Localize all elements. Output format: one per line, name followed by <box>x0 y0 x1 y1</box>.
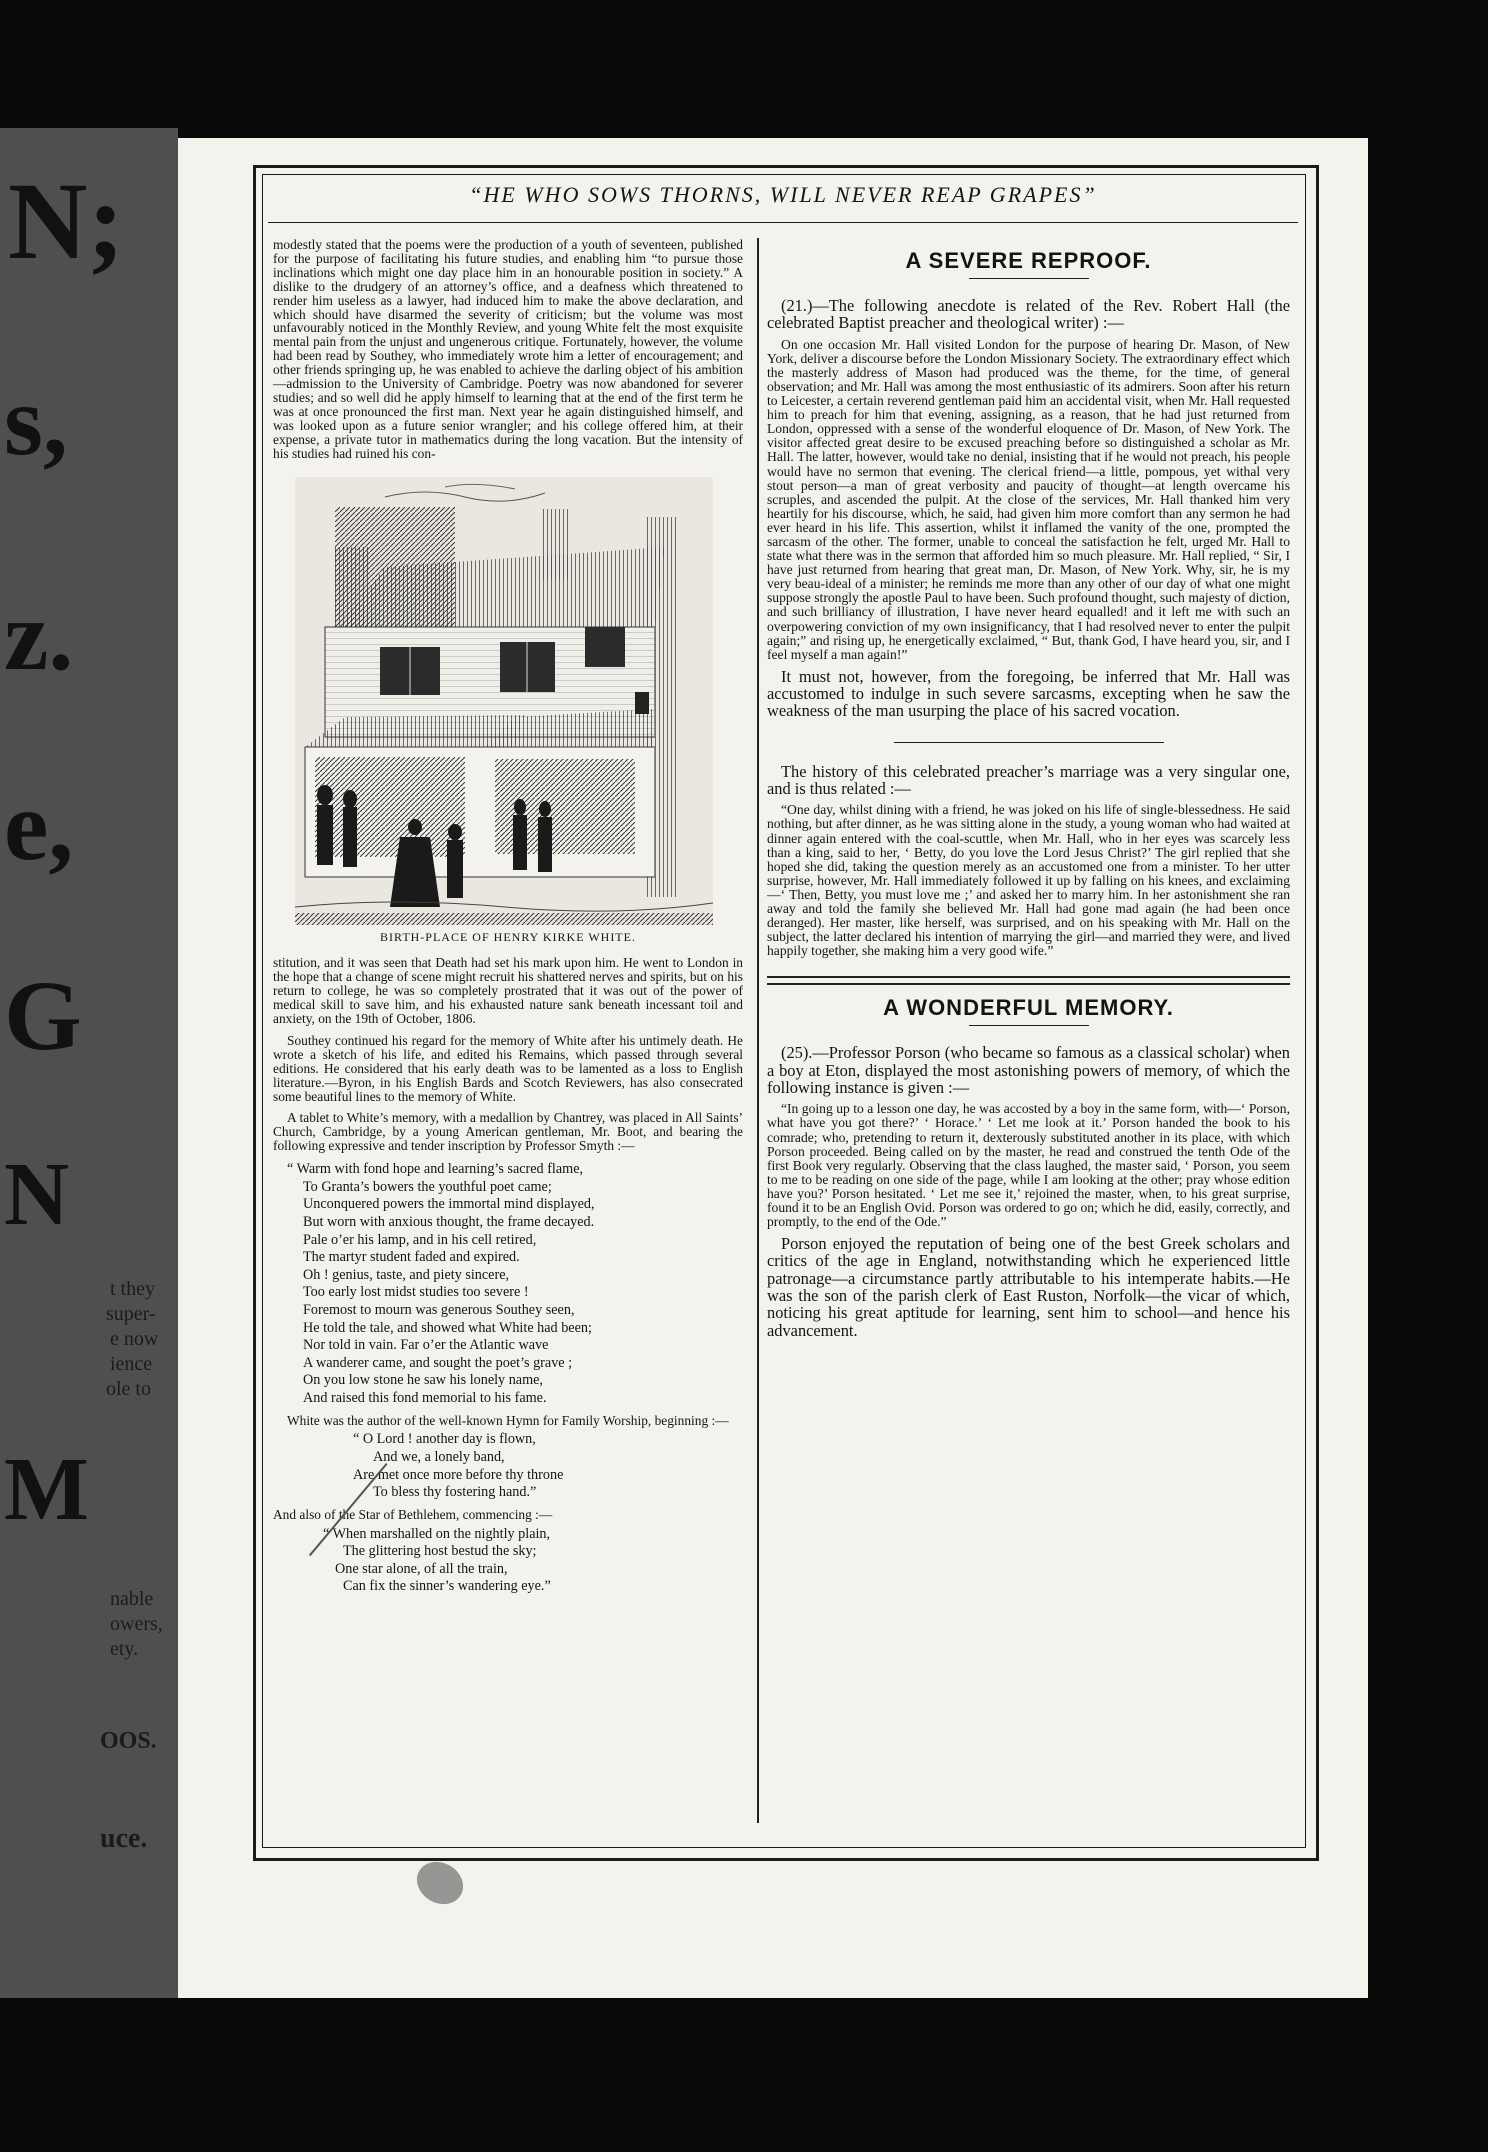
adjacent-page-fragment: ety. <box>110 1638 139 1660</box>
ink-smudge <box>409 1854 471 1913</box>
section-heading: A WONDERFUL MEMORY. <box>883 995 1174 1021</box>
adjacent-page-fragment: ience <box>110 1353 153 1375</box>
hymn-line: “ O Lord ! another day is flown, <box>353 1431 536 1448</box>
hymn-line: Are met once more before thy throne <box>353 1466 564 1483</box>
adjacent-page-fragment: owers, <box>110 1613 163 1635</box>
hymn-line: Can fix the sinner’s wandering eye.” <box>343 1578 551 1595</box>
inscription-poem <box>273 1161 743 1407</box>
adjacent-page-fragment: N; <box>8 160 125 282</box>
poem-line: The martyr student faded and expired. <box>303 1249 520 1266</box>
hymn-line: To bless thy fostering hand.” <box>373 1484 537 1501</box>
adjacent-page-fragment: nable <box>110 1588 154 1610</box>
page <box>178 138 1368 1998</box>
paragraph: And also of the Star of Bethlehem, commencing :— <box>273 1506 553 1522</box>
paragraph: Porson enjoyed the reputation of being one of the best Greek scholars and critics of the age in England, notwithstanding which he experienced little patronage—a circumstance partly attributable to his intemperate habits.—He was the son of the parish clerk of East Ruston, Norfolk—the vicar of which, noticing his great aptitude for learning, sent him to school—and hence his advancement. <box>767 1234 1290 1340</box>
adjacent-page-fragment: e now <box>110 1328 159 1350</box>
anecdote-text: On one occasion Mr. Hall visited London for the purpose of hearing Dr. Mason, of New York, deliver a discourse before the London Missionary Society. The extraordinary effect which the masterly address of Mason had produced was the theme, for the time, of general observation; and Mr. Hall was among the most enthusiastic of its admirers. Soon after his return to Leicester, a certain reverend gentleman paid him an accidental visit, when Mr. Hall requested him to preach for him that evening, assigning, as a reason, that he had just returned from London, oppressed with a sense of the wonderful eloquence of Dr. Mason, of New York. The visitor affected great desire to be excused preaching before so distinguished a scholar as Mr. Hall. The latter, however, would take no denial, insisting that if he would not preach, his people would have no sermon that evening. The clerical friend—a little, pompous, yet withal very stout person—a man of great verbosity and paucity of thought—at length overcame his scruples, and ascended the pulpit. At the close of the services, Mr. Hall thanked him very heartily for his discourse, which, he said, had given him more comfort than any sermon he had ever heard in his life. This assertion, whilst it inflamed the vanity of the one, prompted the sarcasm of the other. The former, unable to conceal the satisfaction he felt, urged Mr. Hall to state what there was in the sermon that afforded him so much pleasure. Mr. Hall replied, “ Sir, I have just returned from hearing that great man, Dr. Mason, of New York. Why, sir, he is my very beau-ideal of a minister; he reminds me more than any other of our day of what one might suppose strongly the apostle Paul to have been. Such profound thought, such majesty of diction, and such brilliancy of illustration, I have never heard equalled! and it left me with such an overpowering conviction of my own insignificancy, that I had resolved never to enter the pulpit again;” and rising up, he energetically exclaimed, “ But, thank God, I have heard you, sir, and I feel myself a man again!” <box>767 336 1290 662</box>
section-heading: A SEVERE REPROOF. <box>905 248 1152 273</box>
hymn-quote <box>273 1431 743 1501</box>
adjacent-page-fragment: t they <box>110 1278 155 1300</box>
header-rule <box>268 222 1298 223</box>
paragraph: stitution, and it was seen that Death had set his mark upon him. He went to London in the hope that a change of scene might recruit his shattered nerves and spirits, but on his return to college, he was so completely prostrated that it was out of the power of medical skill to save him, and his exhausted nature sank beneath incessant toil and anxiety, on the 19th of October, 1806. <box>273 955 743 1027</box>
paragraph: modestly stated that the poems were the production of a youth of seventeen, published for the purpose of facilitating his future studies, and enabling him “to pursue those inclinations which might one day place him in an honourable position in society.” A dislike to the drudgery of an attorney’s office, and a deafness which threatened to render him useless as a lawyer, had induced him to make the above declaration, and which should have disarmed the severity of criticism; but the volume was most unfavourably noticed in the Monthly Review, and young White felt the most exquisite mental pain from the unjust and ungenerous critique. Fortunately, however, the volume had been read by Southey, who immediately wrote him a letter of encouragement; and other friends springing up, he was enabled to achieve the darling object of his ambition—admission to the University of Cambridge. Poetry was now abandoned for severer studies; and so well did he apply himself to learning that at the end of the first term he was at once pronounced the first man. Next year he again distinguished himself, and was looked upon as a future senior wrangler; and his college offered him, at their expense, a private tutor in mathematics during the long vacation. But the intensity of his studies had ruined his con- <box>273 237 743 461</box>
hymn-line: “ When marshalled on the nightly plain, <box>323 1525 551 1542</box>
paragraph: White was the author of the well-known Hymn for Family Worship, beginning :— <box>287 1412 729 1428</box>
section-intro: (25).—Professor Porson (who became so famous as a classical scholar) when a boy at Eton, displayed the most astonishing powers of memory, of which the following instance is given :— <box>767 1043 1290 1098</box>
poem-line: Nor told in vain. Far o’er the Atlantic wave <box>303 1337 549 1354</box>
poem-line: Pale o’er his lamp, and in his cell retired, <box>303 1231 537 1248</box>
section-rule <box>894 742 1164 743</box>
right-column <box>767 238 1290 1342</box>
adjacent-page-fragment: z. <box>4 580 74 691</box>
poem-line: But worn with anxious thought, the frame decayed. <box>303 1213 595 1230</box>
adjacent-page-fragment: e, <box>4 770 74 881</box>
poem-line: A wanderer came, and sought the poet’s grave ; <box>303 1354 573 1371</box>
adjacent-page-fragment: ole to <box>106 1378 151 1400</box>
adjacent-page-fragment: super- <box>106 1303 156 1325</box>
heading-rule <box>969 1025 1089 1026</box>
poem-line: To Granta’s bowers the youthful poet came; <box>303 1178 552 1195</box>
poem-line: “ Warm with fond hope and learning’s sacred flame, <box>287 1161 584 1178</box>
hymn-line: One star alone, of all the train, <box>335 1560 508 1577</box>
section-intro: (21.)—The following anecdote is related of the Rev. Robert Hall (the celebrated Baptist preacher and theological writer) :— <box>767 296 1290 333</box>
birthplace-woodcut <box>295 477 713 925</box>
hymn-line: The glittering host bestud the sky; <box>343 1543 537 1560</box>
adjacent-page-fragment: M <box>4 1440 89 1539</box>
poem-line: Oh ! genius, taste, and piety sincere, <box>303 1266 510 1283</box>
paragraph: The history of this celebrated preacher’s marriage was a very singular one, and is thus related :— <box>767 761 1290 799</box>
adjacent-page-fragment: N <box>4 1145 69 1244</box>
poem-line: Too early lost midst studies too severe ! <box>303 1284 529 1301</box>
heading-rule <box>969 278 1089 279</box>
section-double-rule <box>767 976 1290 985</box>
column-divider <box>757 238 759 1823</box>
anecdote-text: “One day, whilst dining with a friend, he was joked on his life of single-blessedness. He said nothing, but after dinner, as he was sitting alone in the study, a young woman who had waited at dinner again entered with the coal-scuttle, when Mr. Hall, who in her eyes was scarcely less than a king, said to her, ‘ Betty, do you love the Lord Jesus Christ?’ The girl replied that she hoped she did, taking the question merely as an accustomed one from a minister. To her utter surprise, however, Mr. Hall immediately followed it up by falling on his knees, and exclaiming—‘ Then, Betty, you must love me ;’ and asked her to marry him. In her astonishment she ran away and told the family she believed Mr. Hall had gone mad again (he had been once deranged). Her master, like herself, was surprised, and on his speaking with Mr. Hall on the subject, the latter declared his intention of marrying the girl—and married they were, and lived happily together, she making him a very good wife.” <box>767 802 1290 959</box>
adjacent-page-strip <box>0 128 178 1998</box>
paragraph: A tablet to White’s memory, with a medallion by Chantrey, was placed in All Saints’ Church, Cambridge, by a young American gentleman, Mr. Boot, and bearing the following expressive and tender inscription by Professor Smyth :— <box>273 1110 743 1154</box>
hymn-quote <box>273 1526 743 1596</box>
paragraph: Southey continued his regard for the memory of White after his untimely death. He wrote a sketch of his life, and edited his Remains, which passed through several editions. He considered that his early death was to be lamented as a loss to English literature.—Byron, in his English Bards and Scotch Reviewers, has also consecrated some beautiful lines to the memory of White. <box>273 1032 743 1104</box>
poem-line: On you low stone he saw his lonely name, <box>303 1372 543 1389</box>
adjacent-page-fragment: G <box>4 960 82 1071</box>
page-motto: “HE WHO SOWS THORNS, WILL NEVER REAP GRAPES” <box>469 182 1097 207</box>
hymn-line: And we, a lonely band, <box>373 1449 505 1465</box>
adjacent-page-fragment: OOS. <box>100 1728 157 1754</box>
adjacent-page-fragment: s, <box>4 365 68 476</box>
poem-line: Unconquered powers the immortal mind displayed, <box>303 1196 595 1213</box>
anecdote-text: “In going up to a lesson one day, he was accosted by a boy in the same form, with—‘ Porson, what have you got there?’ ‘ Horace.’ ‘ Let me look at it.’ Porson handed the book to his comrade; who, pretending to return it, dexterously substituted another in its place, with which Porson proceeded. Being called on by the master, he read and construed the tenth Ode of the first Book very regularly. Observing that the class laughed, the master said, ‘ Porson, you seem to me to be reading on one side of the page, while I am looking at the other; pray whose edition have you?’ Porson hesitated. ‘ Let me see it,’ rejoined the master, when, to his great surprise, found it to be an English Ovid. Porson was ordered to go on; which he did, easily, correctly, and promptly, to the end of the Ode.” <box>767 1101 1290 1230</box>
illustration-caption: BIRTH-PLACE OF HENRY KIRKE WHITE. <box>380 929 636 944</box>
poem-line: And raised this fond memorial to his fame. <box>303 1389 547 1406</box>
poem-line: Foremost to mourn was generous Southey seen, <box>303 1301 575 1318</box>
illustration <box>273 477 743 945</box>
paragraph: It must not, however, from the foregoing, be inferred that Mr. Hall was accustomed to indulge in such severe sarcasms, excepting when he saw the weakness of the man usurping the place of his sacred vocation. <box>767 666 1290 721</box>
adjacent-page-fragment: uce. <box>100 1823 148 1854</box>
left-column <box>273 238 743 1602</box>
poem-line: He told the tale, and showed what White had been; <box>303 1319 592 1336</box>
